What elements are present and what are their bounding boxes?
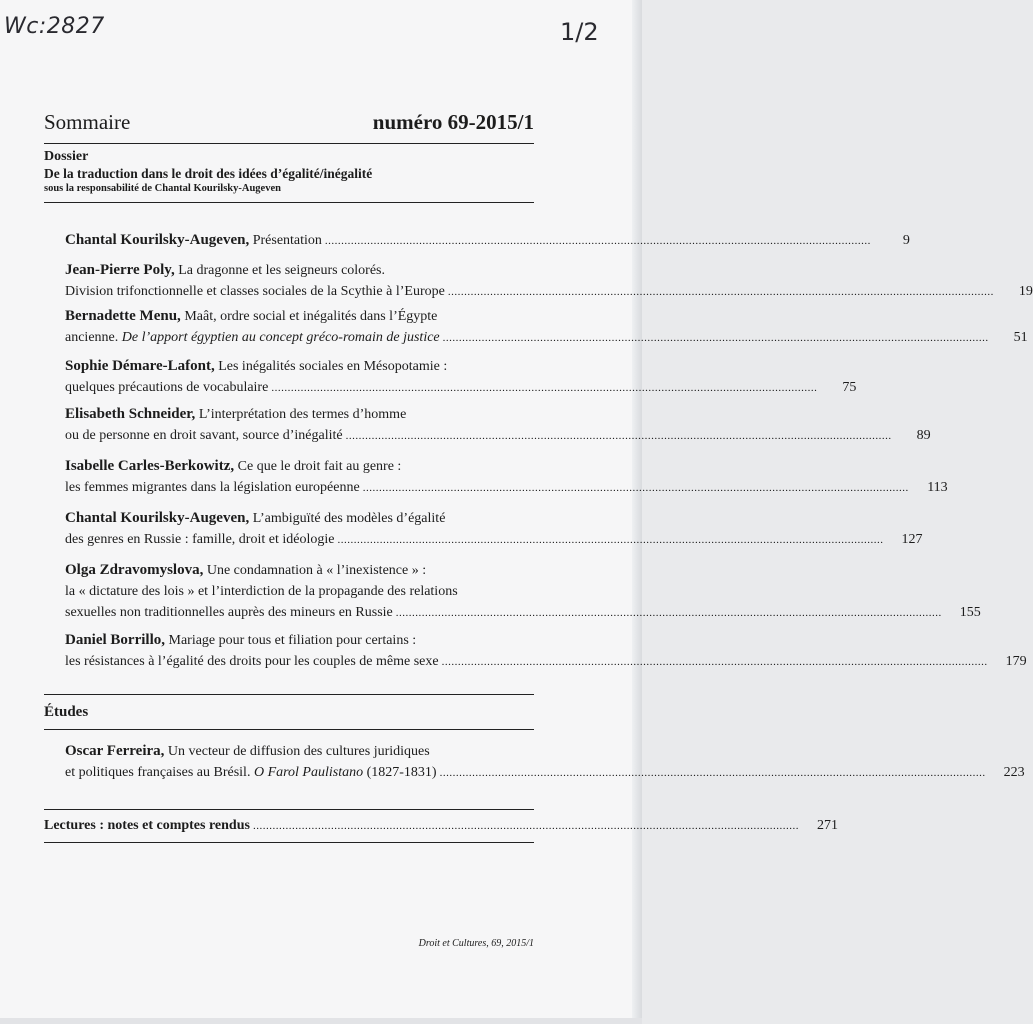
lectures-entry[interactable] <box>44 818 838 834</box>
entry-page: 19 <box>1018 284 1033 299</box>
entry-title: Les inégalités sociales en Mésopotamie : <box>218 359 448 374</box>
leader-dots: ........................................................................................................................................................................ <box>362 482 909 494</box>
header-rule <box>44 143 534 144</box>
entry-title: L’ambiguïté des modèles d’égalité <box>252 511 446 526</box>
section-rule <box>44 694 534 695</box>
issue-number: numéro 69-2015/1 <box>372 110 534 134</box>
lectures-page: 271 <box>816 818 838 833</box>
toc-entry[interactable] <box>65 560 981 624</box>
entry-title-cont: des genres en Russie : famille, droit et idéologie <box>65 532 335 547</box>
section-rule <box>44 809 534 810</box>
entry-author: Olga Zdravomyslova, <box>65 562 204 578</box>
entry-title: La dragonne et les seigneurs colorés. <box>178 263 386 278</box>
entry-page: 51 <box>1013 330 1028 345</box>
entry-page: 179 <box>1005 654 1027 669</box>
entry-title-cont: ou de personne en droit savant, source d’inégalité <box>65 428 343 443</box>
leader-dots: ........................................................................................................................................................................ <box>337 534 884 546</box>
toc-header <box>44 110 534 140</box>
entry-page: 127 <box>901 532 923 547</box>
dossier-rule <box>44 202 534 203</box>
leader-dots: ........................................................................................................................................................................ <box>439 767 986 779</box>
dossier-title: De la traduction dans le droit des idées d’égalité/inégalité <box>44 166 373 181</box>
entry-page: 89 <box>916 428 931 443</box>
leader-dots: ........................................................................................................................................................................ <box>324 235 871 247</box>
entry-title-cont: et politiques françaises au Brésil. <box>65 765 251 780</box>
dossier-label: Dossier <box>44 149 89 164</box>
toc-entry[interactable] <box>65 230 910 252</box>
dossier-block <box>44 148 534 196</box>
handwritten-page-marker: 1/2 <box>560 18 599 46</box>
toc-entry[interactable] <box>65 260 1033 303</box>
entry-subtitle-italic: O Farol Paulistano <box>253 765 364 780</box>
etudes-rule <box>44 729 534 730</box>
toc-entry[interactable] <box>65 456 948 499</box>
dossier-subtitle: sous la responsabilité de Chantal Kourilsky-Augeven <box>44 183 281 194</box>
etudes-label: Études <box>44 704 89 720</box>
toc-entry[interactable] <box>65 306 1028 349</box>
entry-dates: (1827-1831) <box>366 765 437 780</box>
leader-dots: ........................................................................................................................................................................ <box>442 332 989 344</box>
entry-title: Mariage pour tous et filiation pour certains : <box>168 633 417 648</box>
entry-author: Jean-Pierre Poly, <box>65 262 175 278</box>
entry-author: Chantal Kourilsky-Augeven, <box>65 510 250 526</box>
entry-author: Oscar Ferreira, <box>65 743 165 759</box>
entry-author: Chantal Kourilsky-Augeven, <box>65 232 250 248</box>
toc-entry[interactable] <box>65 741 1025 784</box>
toc-entry[interactable] <box>65 508 923 551</box>
entry-title: Maât, ordre social et inégalités dans l’Égypte <box>184 309 438 324</box>
entry-page: 75 <box>842 380 857 395</box>
entry-title-cont: quelques précautions de vocabulaire <box>65 380 269 395</box>
leader-dots: ........................................................................................................................................................................ <box>395 607 942 619</box>
leader-dots: ........................................................................................................................................................................ <box>345 430 892 442</box>
entry-page: 9 <box>902 233 910 248</box>
toc-entry[interactable] <box>65 404 931 447</box>
entry-page: 155 <box>959 605 981 620</box>
entry-page: 113 <box>927 480 948 495</box>
entry-title-cont: les femmes migrantes dans la législation européenne <box>65 480 360 495</box>
entry-title: L’interprétation des termes d’homme <box>198 407 407 422</box>
running-footer: Droit et Cultures, 69, 2015/1 <box>418 938 534 949</box>
entry-author: Sophie Démare-Lafont, <box>65 358 215 374</box>
entry-title: Une condamnation à « l’inexistence » : <box>206 563 427 578</box>
page-bottom-edge <box>0 1018 642 1024</box>
entry-author: Isabelle Carles-Berkowitz, <box>65 458 235 474</box>
lectures-rule <box>44 842 534 843</box>
leader-dots: ........................................................................................................................................................................ <box>447 286 994 298</box>
leader-dots: ........................................................................................................................................................................ <box>441 656 988 668</box>
entry-title-cont: Division trifonctionnelle et classes sociales de la Scythie à l’Europe <box>65 284 445 299</box>
leader-dots: ........................................................................................................................................................................ <box>271 382 818 394</box>
entry-title: Présentation <box>252 233 322 248</box>
entry-page: 223 <box>1003 765 1025 780</box>
page-title: Sommaire <box>44 110 131 134</box>
entry-title: Un vecteur de diffusion des cultures juridiques <box>167 744 430 759</box>
entry-subtitle-italic: De l’apport égyptien au concept gréco-romain de justice <box>121 330 440 345</box>
toc-entry[interactable] <box>65 630 1027 673</box>
page-edge <box>632 0 642 1024</box>
entry-author: Elisabeth Schneider, <box>65 406 196 422</box>
entry-title-cont: ancienne. <box>65 330 119 345</box>
entry-author: Daniel Borrillo, <box>65 632 165 648</box>
entry-title-cont: sexuelles non traditionnelles auprès des mineurs en Russie <box>65 605 393 620</box>
toc-entry[interactable] <box>65 356 857 399</box>
entry-title-cont: les résistances à l’égalité des droits pour les couples de même sexe <box>65 654 439 669</box>
entry-author: Bernadette Menu, <box>65 308 181 324</box>
entry-title: Ce que le droit fait au genre : <box>237 459 402 474</box>
leader-dots: ........................................................................................................................................................................ <box>252 820 799 832</box>
handwritten-call-number: Wc:2827 <box>4 14 105 39</box>
lectures-label: Lectures : notes et comptes rendus <box>44 818 250 833</box>
entry-title-cont: la « dictature des lois » et l’interdiction de la propagande des relations <box>65 584 458 599</box>
